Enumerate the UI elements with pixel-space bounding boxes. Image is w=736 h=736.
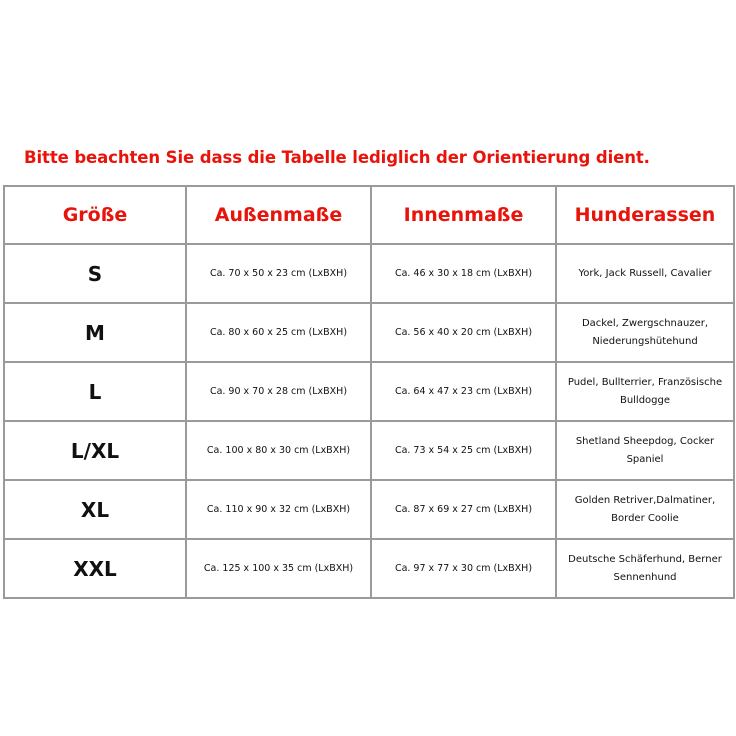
size-table [3,185,735,599]
size-cell: L [4,362,186,421]
inner-dimensions-cell: Ca. 97 x 77 x 30 cm (LxBXH) [371,539,556,598]
header-inner-dimensions: Innenmaße [371,186,556,244]
breeds-cell [556,244,734,303]
table-row [4,244,734,303]
table-row [4,421,734,480]
outer-dimensions-cell: Ca. 110 x 90 x 32 cm (LxBXH) [186,480,371,539]
breeds-line: Shetland Sheepdog, Cocker [575,435,715,447]
breeds-line: Sennenhund [613,571,677,583]
size-cell: S [4,244,186,303]
size-cell: M [4,303,186,362]
outer-dimensions-cell: Ca. 80 x 60 x 25 cm (LxBXH) [186,303,371,362]
inner-dimensions-cell: Ca. 87 x 69 x 27 cm (LxBXH) [371,480,556,539]
breeds-line: Dackel, Zwergschnauzer, [581,317,709,329]
breeds-line: Pudel, Bullterrier, Französische [567,376,723,388]
header-outer-dimensions: Außenmaße [186,186,371,244]
size-cell: XXL [4,539,186,598]
table-row [4,362,734,421]
outer-dimensions-cell: Ca. 90 x 70 x 28 cm (LxBXH) [186,362,371,421]
table-header-row [4,186,734,244]
breeds-line: York, Jack Russell, Cavalier [578,267,712,279]
breeds-line: Niederungshütehund [592,335,698,347]
size-cell: XL [4,480,186,539]
inner-dimensions-cell: Ca. 73 x 54 x 25 cm (LxBXH) [371,421,556,480]
breeds-line: Golden Retriver,Dalmatiner, [574,494,716,506]
table-row [4,480,734,539]
inner-dimensions-cell: Ca. 56 x 40 x 20 cm (LxBXH) [371,303,556,362]
size-cell: L/XL [4,421,186,480]
breeds-line: Border Coolie [611,512,679,524]
header-size: Größe [4,186,186,244]
outer-dimensions-cell: Ca. 70 x 50 x 23 cm (LxBXH) [186,244,371,303]
breeds-line: Spaniel [626,453,664,465]
breeds-cell [556,421,734,480]
breeds-cell [556,539,734,598]
breeds-line: Bulldogge [619,394,671,406]
breeds-line: Deutsche Schäferhund, Berner [568,553,722,565]
inner-dimensions-cell: Ca. 46 x 30 x 18 cm (LxBXH) [371,244,556,303]
breeds-cell [556,480,734,539]
table-row [4,539,734,598]
outer-dimensions-cell: Ca. 100 x 80 x 30 cm (LxBXH) [186,421,371,480]
inner-dimensions-cell: Ca. 64 x 47 x 23 cm (LxBXH) [371,362,556,421]
orientation-note: Bitte beachten Sie dass die Tabelle lediglich der Orientierung dient. [24,148,650,167]
outer-dimensions-cell: Ca. 125 x 100 x 35 cm (LxBXH) [186,539,371,598]
breeds-cell [556,362,734,421]
header-dog-breeds: Hunderassen [556,186,734,244]
table-row [4,303,734,362]
breeds-cell [556,303,734,362]
